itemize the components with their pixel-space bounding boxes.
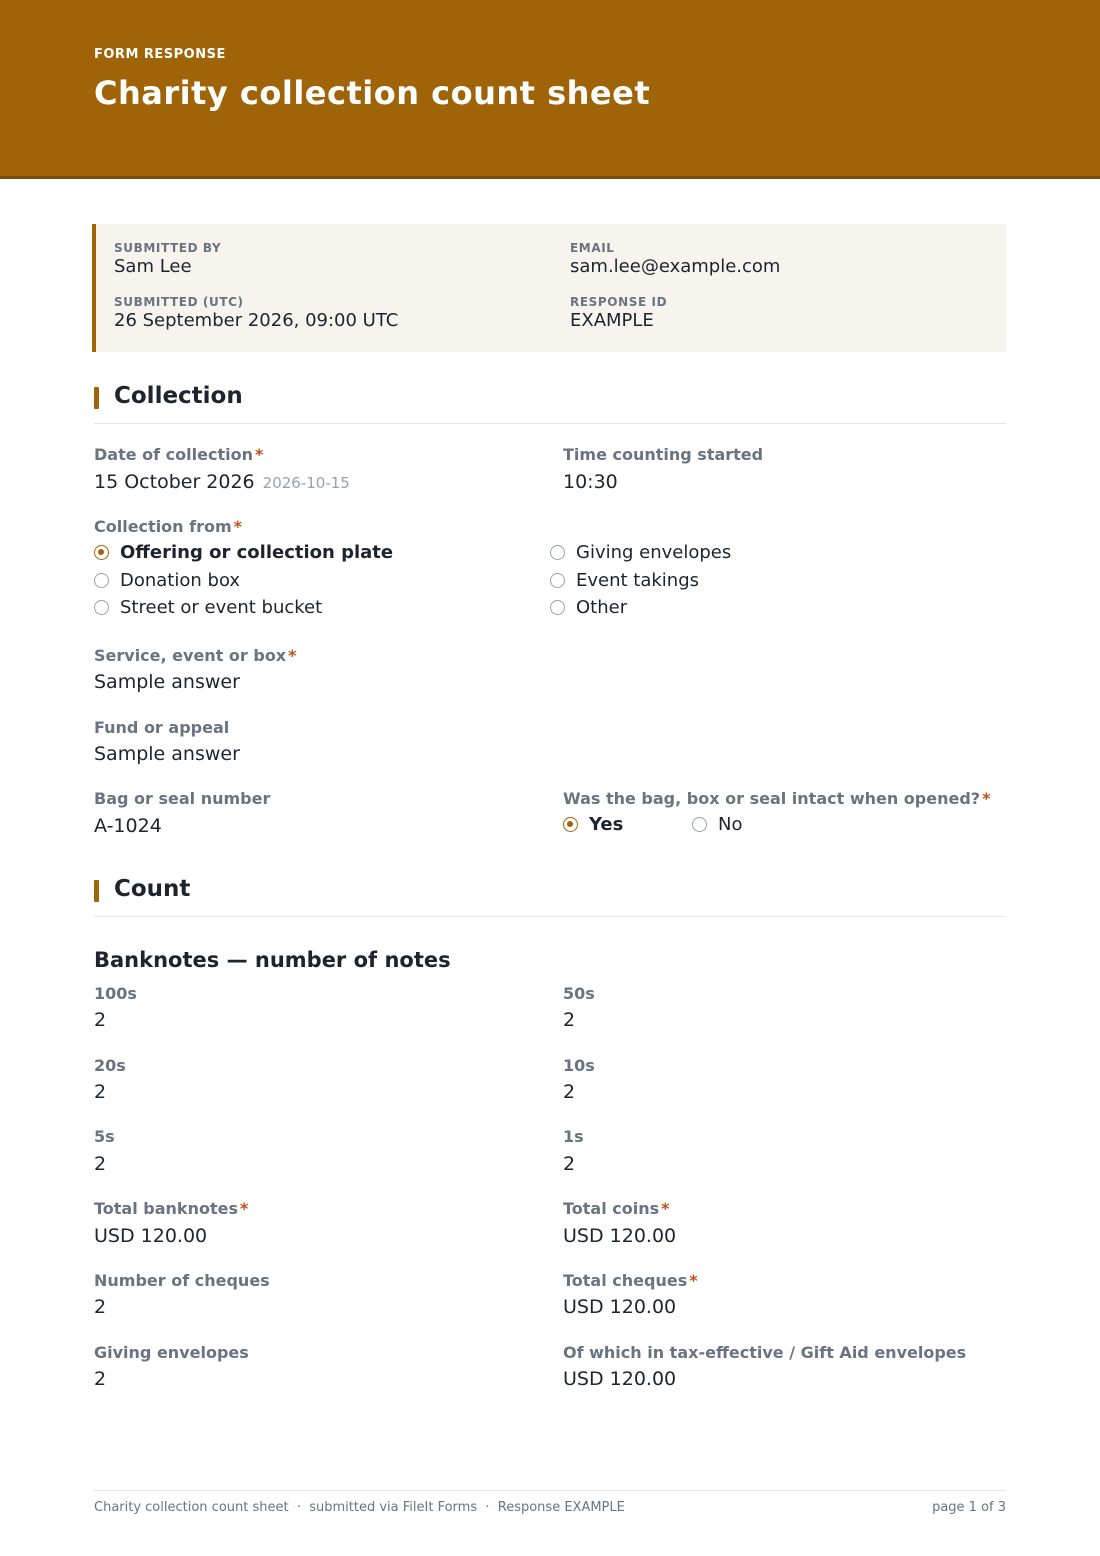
notes-1s-value: 2 (563, 1153, 576, 1175)
section-title: Count (114, 876, 191, 902)
banknotes-heading: Banknotes — number of notes (94, 948, 451, 972)
collection-from-option[interactable]: Event takings (550, 570, 699, 591)
email-value: sam.lee@example.com (570, 256, 781, 277)
collection-from-label: Collection from * (94, 517, 243, 536)
notes-5s-label: 5s (94, 1127, 115, 1146)
submitted-utc-value: 26 September 2026, 09:00 UTC (114, 310, 399, 331)
gift-aid-envelopes-label: Of which in tax-effective / Gift Aid envelopes (563, 1343, 967, 1362)
gift-aid-envelopes-value: USD 120.00 (563, 1368, 677, 1390)
page-header (0, 0, 1100, 179)
notes-20s-label: 20s (94, 1056, 126, 1075)
submitted-utc (114, 295, 398, 331)
collection-from-option[interactable]: Donation box (94, 570, 240, 591)
email (570, 241, 780, 277)
response-id-value: EXAMPLE (570, 310, 654, 331)
time-counting-started-value: 10:30 (563, 471, 618, 493)
response-id-label: RESPONSE ID (570, 295, 668, 309)
bag-seal-number-value: A-1024 (94, 815, 162, 837)
total-cheques-value: USD 120.00 (563, 1296, 677, 1318)
service-event-box-label: Service, event or box * (94, 646, 297, 665)
page-title: Charity collection count sheet (94, 74, 651, 112)
seal-intact-option-yes[interactable]: Yes (563, 814, 623, 835)
fund-or-appeal-value: Sample answer (94, 743, 240, 765)
radio-empty-icon (692, 817, 707, 832)
radio-selected-icon (563, 817, 578, 832)
submitted-by-label: SUBMITTED BY (114, 241, 222, 255)
section-accent-bar (94, 880, 99, 902)
footer-source: Charity collection count sheet · submitted via FileIt Forms · Response EXAMPLE (94, 1500, 625, 1515)
collection-from-option[interactable]: Giving envelopes (550, 542, 731, 563)
required-marker: * (288, 646, 297, 665)
date-of-collection-label: Date of collection * (94, 445, 264, 464)
section-title: Collection (114, 383, 243, 409)
page-footer (94, 1490, 1006, 1520)
total-banknotes-label: Total banknotes * (94, 1199, 249, 1218)
collection-from-option[interactable]: Street or event bucket (94, 597, 322, 618)
seal-intact-option-no[interactable]: No (692, 814, 742, 835)
giving-envelopes-label: Giving envelopes (94, 1343, 249, 1362)
required-marker: * (233, 517, 243, 536)
time-counting-started-label: Time counting started (563, 445, 764, 464)
footer-page-number: page 1 of 3 (932, 1500, 1006, 1515)
date-iso: 2026-10-15 (262, 474, 350, 492)
radio-empty-icon (550, 573, 565, 588)
total-banknotes-value: USD 120.00 (94, 1225, 208, 1247)
notes-100s-label: 100s (94, 984, 137, 1003)
notes-100s-value: 2 (94, 1009, 107, 1031)
notes-20s-value: 2 (94, 1081, 107, 1103)
section-accent-bar (94, 387, 99, 409)
total-coins-label: Total coins * (563, 1199, 670, 1218)
notes-1s-label: 1s (563, 1127, 584, 1146)
required-marker: * (982, 789, 991, 808)
total-coins-value: USD 120.00 (563, 1225, 677, 1247)
collection-from-option[interactable]: Other (550, 597, 627, 618)
fund-or-appeal-label: Fund or appeal (94, 718, 230, 737)
notes-5s-value: 2 (94, 1153, 107, 1175)
email-label: EMAIL (570, 241, 615, 255)
radio-selected-icon (94, 545, 109, 560)
submitted-utc-label: SUBMITTED (UTC) (114, 295, 244, 309)
seal-intact-label: Was the bag, box or seal intact when opened? * (563, 789, 991, 808)
submitted-by (114, 241, 221, 277)
radio-empty-icon (550, 545, 565, 560)
form-kicker: FORM RESPONSE (94, 47, 226, 62)
submitted-by-value: Sam Lee (114, 256, 192, 277)
section-count (94, 876, 1006, 917)
notes-10s-label: 10s (563, 1056, 595, 1075)
bag-seal-number-label: Bag or seal number (94, 789, 271, 808)
giving-envelopes-value: 2 (94, 1368, 107, 1390)
date-of-collection-value: 15 October 2026 2026-10-15 (94, 471, 350, 493)
notes-10s-value: 2 (563, 1081, 576, 1103)
service-event-box-value: Sample answer (94, 671, 240, 693)
required-marker: * (254, 445, 264, 464)
required-marker: * (689, 1271, 698, 1290)
section-collection (94, 383, 1006, 424)
required-marker: * (661, 1199, 670, 1218)
radio-empty-icon (550, 600, 565, 615)
number-of-cheques-value: 2 (94, 1296, 107, 1318)
response-id (570, 295, 667, 331)
notes-50s-label: 50s (563, 984, 595, 1003)
submission-meta-box (92, 224, 1006, 352)
notes-50s-value: 2 (563, 1009, 576, 1031)
number-of-cheques-label: Number of cheques (94, 1271, 270, 1290)
collection-from-option[interactable]: Offering or collection plate (94, 542, 393, 563)
radio-empty-icon (94, 573, 109, 588)
total-cheques-label: Total cheques * (563, 1271, 698, 1290)
required-marker: * (239, 1199, 249, 1218)
radio-empty-icon (94, 600, 109, 615)
